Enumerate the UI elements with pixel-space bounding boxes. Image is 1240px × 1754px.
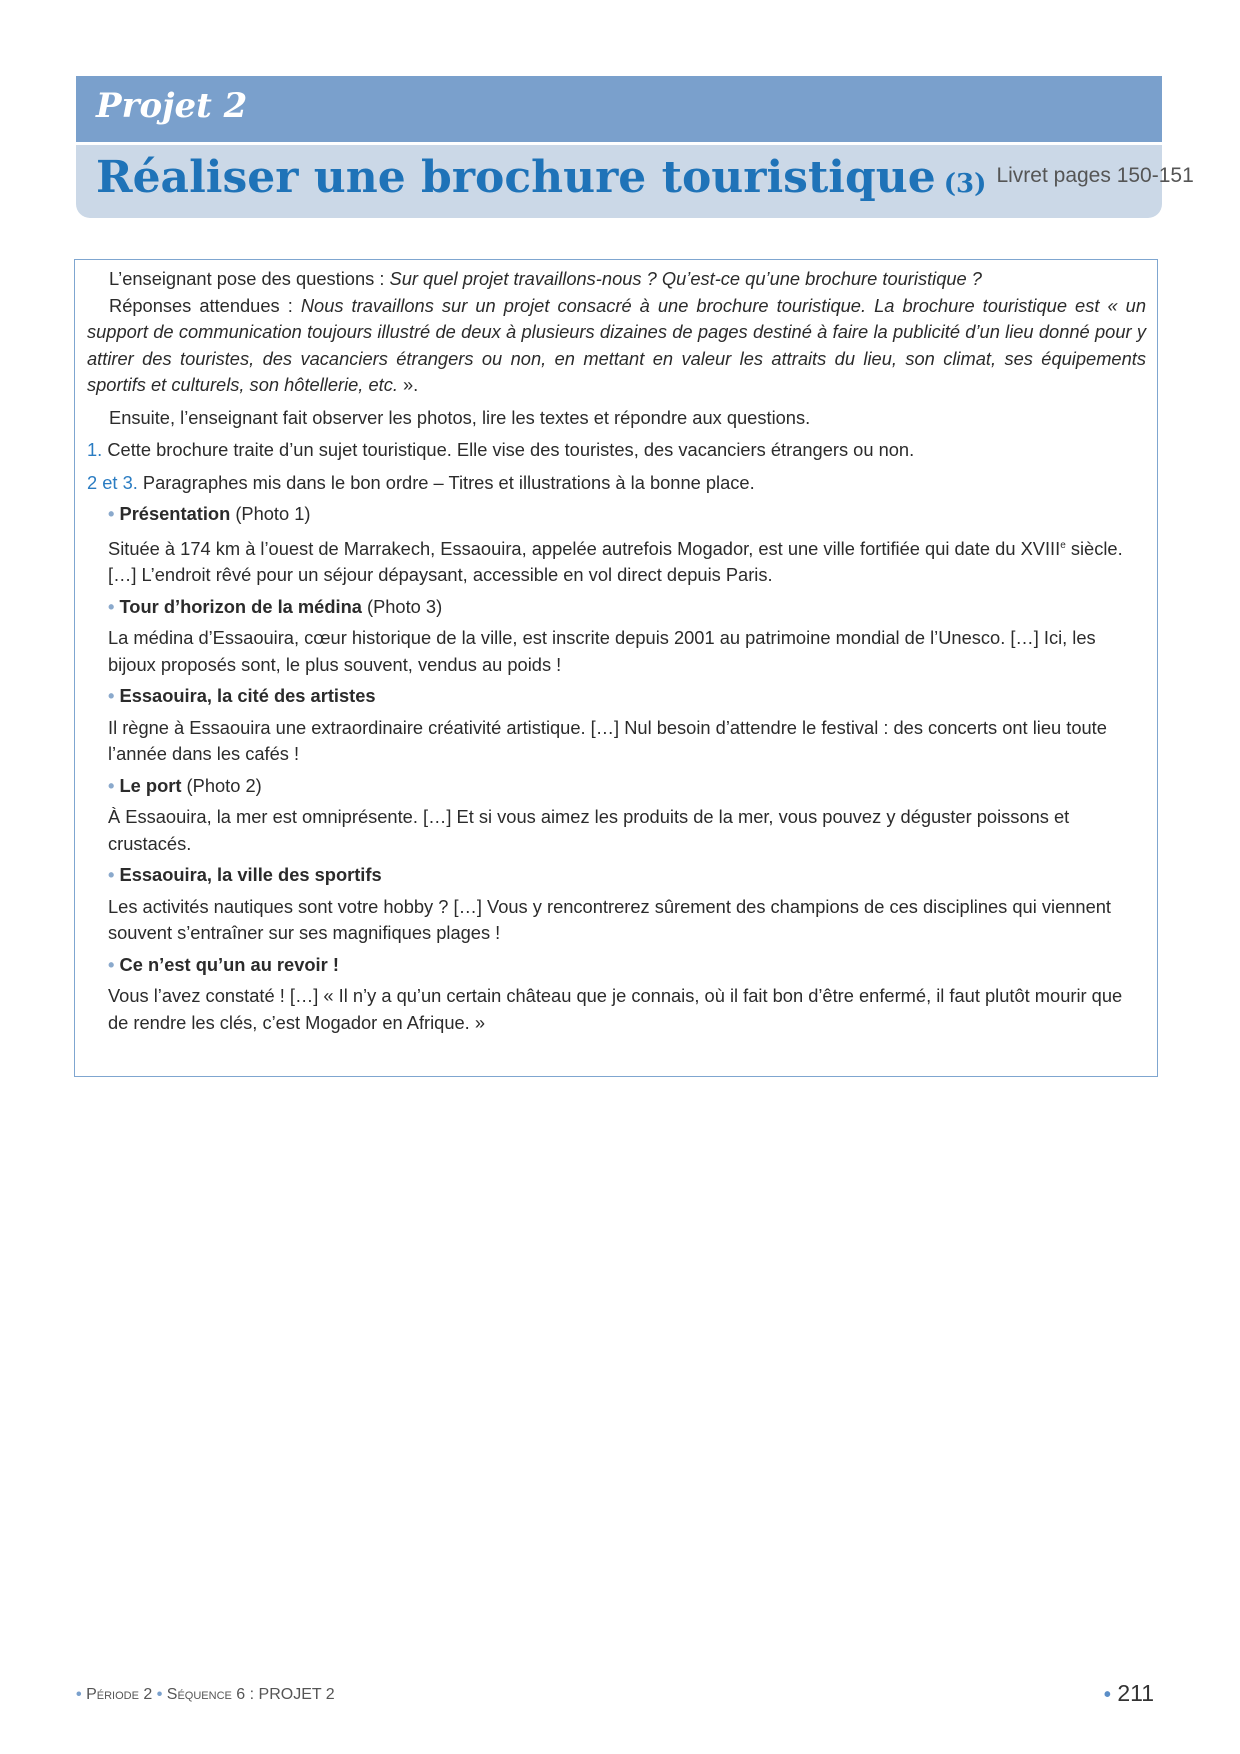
banner-top-band <box>76 76 1162 142</box>
footer-breadcrumb <box>76 1686 335 1704</box>
section-text: À Essaouira, la mer est omniprésente. […] Et si vous aimez les produits de la mer, vous pouvez y déguster poissons et crustacés. <box>108 806 1070 854</box>
section-heading: • Le port (Photo 2) <box>108 774 262 796</box>
bullet-icon: • <box>108 685 115 707</box>
section-heading: • Essaouira, la cité des artistes <box>108 685 376 707</box>
intro-instructions: Ensuite, l’enseignant fait observer les photos, lire les textes et répondre aux questions. <box>109 406 811 428</box>
bullet-icon: • <box>108 595 115 617</box>
livret-reference: Livret pages 150-151 <box>996 164 1194 187</box>
bullet-icon: • <box>108 503 115 524</box>
section-heading: • Présentation (Photo 1) <box>108 503 311 524</box>
section-text: La médina d’Essaouira, cœur historique de la ville, est inscrite depuis 2001 au patrimoine mondial de l’Unesco. […] Ici, les bijoux proposés sont, le plus souvent, vendus au poids ! <box>108 627 1096 675</box>
footer-periode: Période 2 <box>86 1686 153 1703</box>
page-title: Réaliser une brochure touristique <box>96 152 936 203</box>
intro-questions: L’enseignant pose des questions : Sur quel projet travaillons-nous ? Qu’est-ce qu’une brochure touristique ? <box>109 268 982 289</box>
bullet-icon: • <box>108 953 115 975</box>
projet-label: Projet 2 <box>96 86 248 126</box>
bullet-icon: • <box>1103 1684 1111 1706</box>
page-number: 211 <box>1117 1680 1154 1706</box>
title-suffix: (3) <box>943 169 987 199</box>
page-number-block <box>1104 1680 1154 1707</box>
intro-answers: Réponses attendues : Nous travaillons sur un projet consacré à une brochure touristique. La brochure touristique est « un support de communication toujours illustré de deux à plusieurs dizaines de pages destiné à faire la publicité d’un lieu donné pour y attirer des touristes, des vacanciers étrangers ou non, en mettant en valeur les attraits du lieu, son climat, ses équipements sportifs et culturels, son hôtellerie, etc. ». <box>87 294 1146 395</box>
title-row <box>96 152 1194 203</box>
section-text: Vous l’avez constaté ! […] « Il n’y a qu’un certain château que je connais, où il fait bon d’être enfermé, il faut plutôt mourir que de rendre les clés, c’est Mogador en Afrique. » <box>108 985 1123 1033</box>
banner-divider <box>76 142 1162 145</box>
answer-item: 1. Cette brochure traite d’un sujet touristique. Elle vise des touristes, des vacanciers étrangers ou non. <box>87 439 915 460</box>
bullet-icon: • <box>76 1686 82 1703</box>
section-text: Située à 174 km à l’ouest de Marrakech, Essaouira, appelée autrefois Mogador, est une ville fortifiée qui date du XVIIIe siècle. […] L’endroit rêvé pour un séjour dépaysant, accessible en vol direct depuis Paris. <box>108 537 1123 586</box>
content-box <box>74 259 1158 1077</box>
footer-sequence: Séquence 6 : PROJET 2 <box>166 1686 335 1703</box>
section-heading: • Tour d’horizon de la médina (Photo 3) <box>108 595 443 617</box>
section-text: Il règne à Essaouira une extraordinaire créativité artistique. […] Nul besoin d’attendre le festival : des concerts ont lieu toute l’année dans les cafés ! <box>108 716 1107 765</box>
answer-number: 1. <box>87 439 103 460</box>
answer-number: 2 et 3. <box>87 471 138 493</box>
bullet-icon: • <box>156 1686 163 1703</box>
bullet-icon: • <box>108 864 115 886</box>
bullet-icon: • <box>108 774 115 796</box>
section-heading: • Essaouira, la ville des sportifs <box>108 864 382 886</box>
answer-item: 2 et 3. Paragraphes mis dans le bon ordre – Titres et illustrations à la bonne place. <box>87 471 755 493</box>
header-banner <box>76 76 1194 218</box>
section-text: Les activités nautiques sont votre hobby ? […] Vous y rencontrerez sûrement des champions de ces disciplines qui viennent souvent s’entraîner sur ses magnifiques plages ! <box>108 895 1111 944</box>
section-heading: • Ce n’est qu’un au revoir ! <box>108 953 339 975</box>
